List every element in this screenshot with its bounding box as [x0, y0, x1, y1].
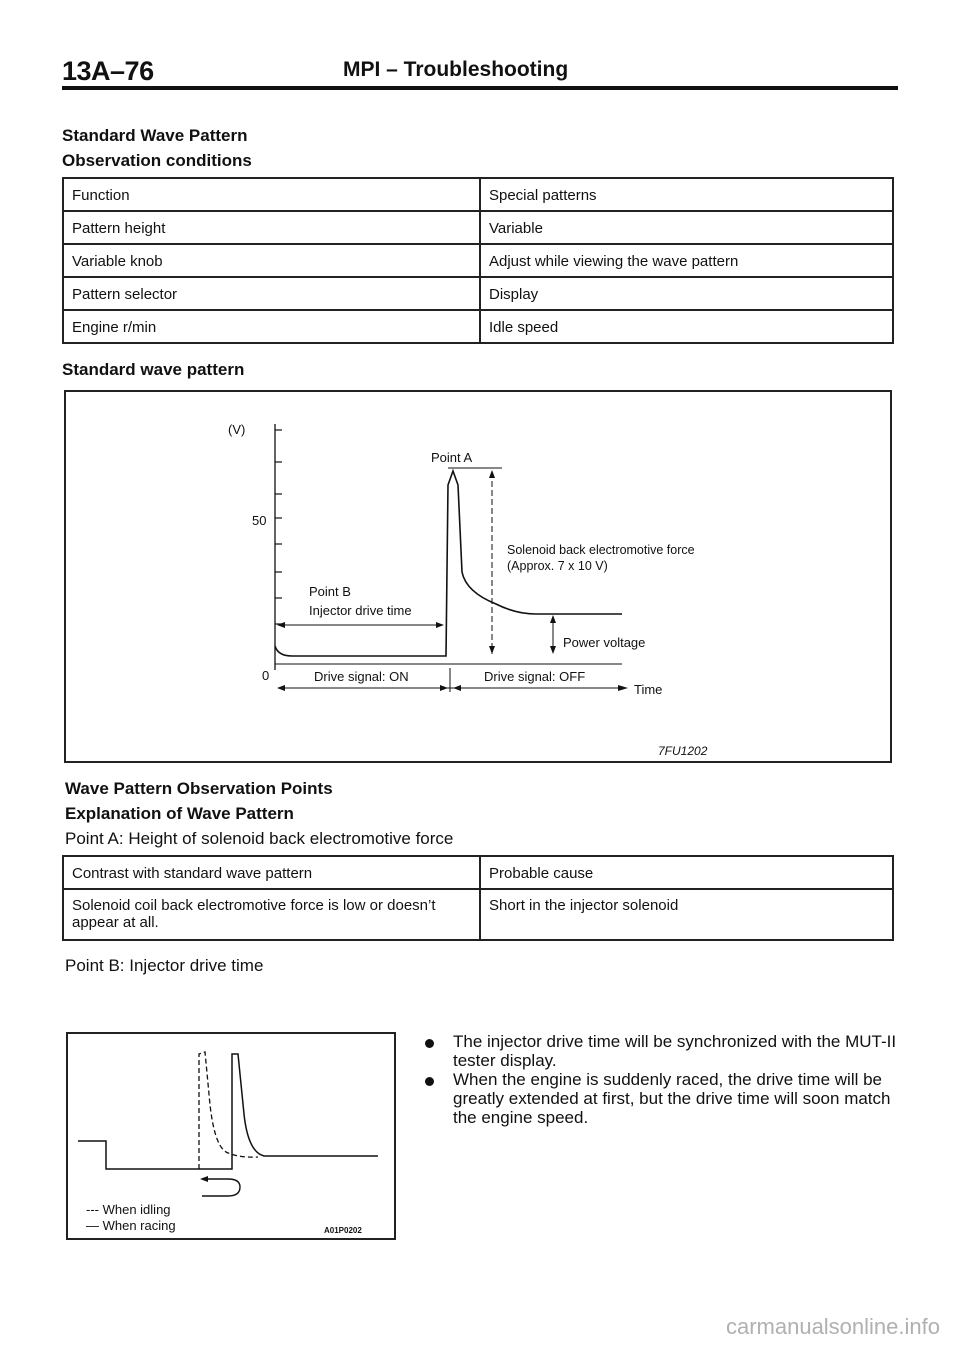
- arrow-down-icon: [489, 646, 495, 654]
- arrow-left-icon: [200, 1176, 208, 1182]
- arrow-up-icon: [489, 470, 495, 478]
- point-a-label: Point A: [431, 450, 473, 465]
- table-cell: Solenoid coil back electromotive force is low or doesn’t appear at all.: [63, 889, 480, 940]
- bullet-list: [425, 1032, 900, 1127]
- page-title: MPI – Troubleshooting: [343, 58, 569, 81]
- table-row: [63, 178, 893, 211]
- point-b-label: Point B: [309, 584, 351, 599]
- table-cell: Function: [63, 178, 480, 211]
- back-emf-label: Solenoid back electromotive force: [507, 543, 695, 557]
- arrow-left-icon: [277, 622, 285, 628]
- legend-idling: --- When idling: [86, 1202, 171, 1217]
- list-item: [425, 1032, 900, 1070]
- table-row: [63, 211, 893, 244]
- bullet-text: The injector drive time will be synchronized with the MUT-II tester display.: [453, 1032, 897, 1070]
- wave-pattern-figure: [64, 390, 892, 763]
- y-tick-50-label: 50: [252, 513, 267, 528]
- table-cell: Display: [480, 277, 893, 310]
- table-row: [63, 277, 893, 310]
- arrow-right-icon: [618, 685, 628, 691]
- table-cell: Variable knob: [63, 244, 480, 277]
- figure-code: A01P0202: [324, 1226, 362, 1235]
- y-axis-ticks: [275, 430, 282, 624]
- table-row: [63, 310, 893, 343]
- drive-time-figure: [66, 1032, 396, 1240]
- table-cell: Pattern height: [63, 211, 480, 244]
- table-header-row: [63, 856, 893, 889]
- header-rule: [62, 86, 898, 90]
- injector-drive-time-label: Injector drive time: [309, 603, 412, 618]
- arrow-left-icon: [453, 685, 461, 691]
- figure-code: 7FU1202: [658, 744, 708, 758]
- y-tick-0-label: 0: [262, 668, 270, 683]
- table-header-cell: Contrast with standard wave pattern: [63, 856, 480, 889]
- power-voltage-label: Power voltage: [563, 635, 646, 650]
- table-row: [63, 889, 893, 940]
- bullet-text: When the engine is suddenly raced, the drive time will be greatly extended at first, but the drive time will soon match the engine speed.: [453, 1070, 891, 1127]
- section-heading-standard-wave-pattern: Standard Wave Pattern: [62, 126, 248, 145]
- table-cell: Special patterns: [480, 178, 893, 211]
- conditions-table: [62, 177, 894, 344]
- section-heading-explanation: Explanation of Wave Pattern: [65, 804, 294, 823]
- table-cell: Pattern selector: [63, 277, 480, 310]
- drive-signal-off-label: Drive signal: OFF: [484, 669, 586, 684]
- point-b-caption: Point B: Injector drive time: [65, 956, 264, 975]
- section-heading-observation-conditions: Observation conditions: [62, 151, 252, 170]
- table-cell: Variable: [480, 211, 893, 244]
- table-cell: Adjust while viewing the wave pattern: [480, 244, 893, 277]
- arrow-right-icon: [436, 622, 444, 628]
- table-header-cell: Probable cause: [480, 856, 893, 889]
- arrow-right-icon: [440, 685, 448, 691]
- arrow-left-icon: [277, 685, 285, 691]
- drive-signal-on-label: Drive signal: ON: [314, 669, 409, 684]
- page-number: 13A–76: [62, 56, 154, 86]
- list-item: [425, 1070, 900, 1127]
- y-unit-label: (V): [228, 422, 246, 437]
- legend-racing: — When racing: [86, 1218, 176, 1233]
- bullet-icon: [425, 1039, 434, 1048]
- bullet-icon: [425, 1077, 434, 1086]
- drive-time-diagram: [68, 1034, 394, 1238]
- table-cell: Idle speed: [480, 310, 893, 343]
- table-cell: Engine r/min: [63, 310, 480, 343]
- arrow-down-icon: [550, 646, 556, 654]
- point-a-caption: Point A: Height of solenoid back electromotive force: [65, 829, 454, 848]
- table-cell: Short in the injector solenoid: [480, 889, 893, 940]
- time-label: Time: [634, 682, 663, 697]
- cause-table: [62, 855, 894, 941]
- arrow-up-icon: [550, 615, 556, 623]
- wave-pattern-diagram: [66, 392, 890, 761]
- idling-waveform: [199, 1052, 258, 1169]
- racing-waveform: [78, 1054, 378, 1169]
- back-emf-approx-label: (Approx. 7 x 10 V): [507, 559, 608, 573]
- watermark: carmanualsonline.info: [725, 1314, 940, 1339]
- section-heading-observation-points: Wave Pattern Observation Points: [65, 779, 333, 798]
- table-row: [63, 244, 893, 277]
- section-heading-standard-wave-pattern-sub: Standard wave pattern: [62, 360, 245, 379]
